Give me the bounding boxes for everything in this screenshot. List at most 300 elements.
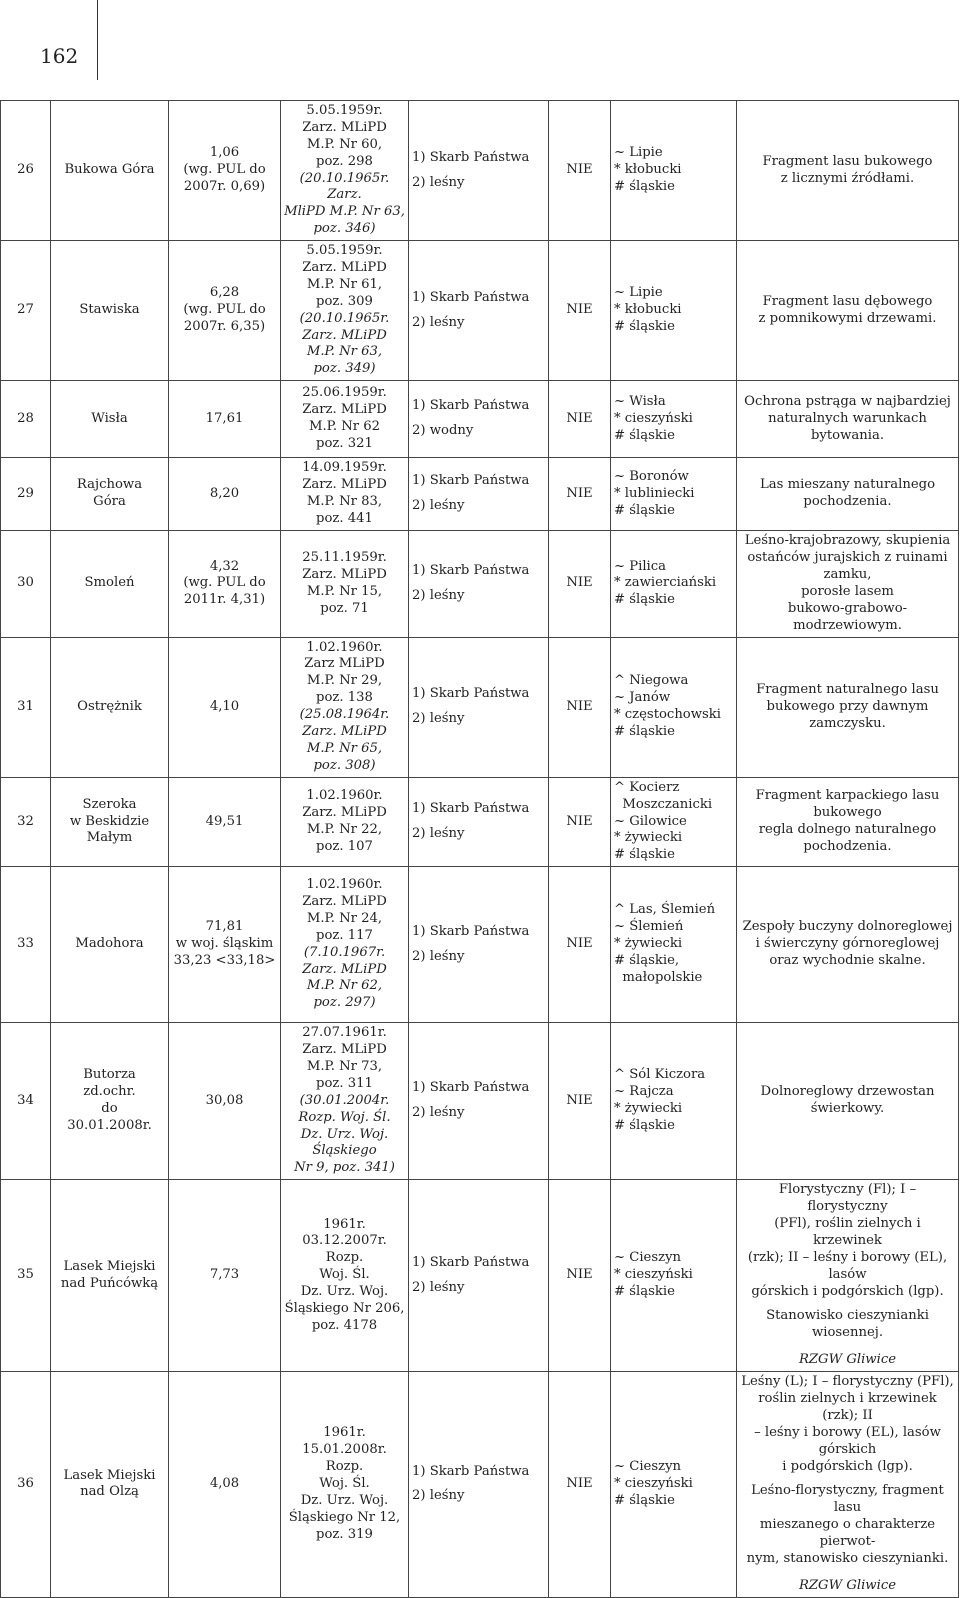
ownership-gap <box>412 703 545 711</box>
location-line: * zawierciański <box>614 575 717 591</box>
location-line: * cieszyński <box>614 1267 693 1283</box>
reserve-name-line: Szeroka <box>82 796 137 812</box>
description-line: Leśno-florystyczny, fragment lasu <box>751 1483 944 1516</box>
legal-act-line: 1961r. <box>323 1216 366 1232</box>
reserve-name <box>51 637 169 777</box>
legal-act <box>281 637 409 777</box>
area-line: 33,23 <33,18> <box>173 953 276 969</box>
legal-act-line: (25.08.1964r. <box>299 707 390 723</box>
ownership-gap <box>412 1480 545 1488</box>
location-line: ~ Rajcza <box>614 1084 674 1100</box>
area-line: 8,20 <box>209 485 240 501</box>
description-line: naturalnych warunkach bytowania. <box>768 410 927 443</box>
location-line: * kłobucki <box>614 162 682 178</box>
legal-act <box>281 458 409 531</box>
legal-act-line: M.P. Nr 60, <box>306 136 383 152</box>
legal-act-line: Śląskiego <box>312 1143 377 1159</box>
reserve-name-line: Stawiska <box>79 302 140 318</box>
location <box>611 458 737 531</box>
row-number: 29 <box>1 458 51 531</box>
location-line: ~ Pilica <box>614 558 667 574</box>
reserve-name-line: nad Puńcówką <box>60 1275 159 1291</box>
legal-act-line: (30.01.2004r. <box>299 1092 390 1108</box>
legal-act-line: poz. 441 <box>316 511 373 527</box>
area-line: 71,81 <box>205 919 244 935</box>
ownership-gap <box>412 941 545 949</box>
ownership <box>409 458 549 531</box>
ownership-gap <box>412 818 545 826</box>
location-line: ^ Las, Ślemień <box>614 902 716 918</box>
reserves-table <box>0 100 959 1598</box>
location-line: # śląskie <box>614 724 675 740</box>
reserve-name-line: Ostrężnik <box>77 698 142 714</box>
legal-act-line: M.P. Nr 73, <box>306 1058 383 1074</box>
rzgw-note: RZGW Gliwice <box>798 1577 897 1593</box>
description-line: Dolnoreglowy drzewostan <box>760 1084 935 1100</box>
description-line: Zespoły buczyny dolnoreglowej <box>742 919 953 935</box>
reserve-name <box>51 1023 169 1180</box>
location-line: ~ Lipie <box>614 145 663 161</box>
description-line: ostańców jurajskich z ruinami zamku, <box>747 550 948 583</box>
reserve-area <box>169 1180 281 1372</box>
legal-act-line: Rozp. Woj. Śl. <box>298 1109 391 1125</box>
description <box>737 101 959 241</box>
reserve-name-line: Lasek Miejski <box>63 1467 156 1483</box>
description-line: bukowo-grabowo-modrzewiowym. <box>787 600 908 633</box>
nie-flag: NIE <box>549 531 611 637</box>
legal-act-line: poz. 309 <box>316 293 373 309</box>
area-line: 30,08 <box>205 1092 244 1108</box>
ownership-line: 2) leśny <box>412 587 465 603</box>
reserve-name-line: Madohora <box>75 936 144 952</box>
legal-act-line: 14.09.1959r. <box>302 460 387 476</box>
area-line: (wg. PUL do <box>183 302 266 318</box>
legal-act-line: M.P. Nr 22, <box>306 821 383 837</box>
table-row <box>1 1372 959 1598</box>
reserve-area <box>169 867 281 1023</box>
row-number: 28 <box>1 381 51 458</box>
nie-flag: NIE <box>549 637 611 777</box>
table-row <box>1 1180 959 1372</box>
ownership-line: 2) leśny <box>412 1488 465 1504</box>
reserve-name-line: Góra <box>93 494 126 510</box>
legal-act-line: Zarz. MLiPD <box>302 894 387 909</box>
location <box>611 1180 737 1372</box>
nie-flag: NIE <box>549 241 611 381</box>
area-line: 6,28 <box>209 285 240 301</box>
location-line: ~ Lipie <box>614 285 663 301</box>
reserve-name-line: Rajchowa <box>76 477 143 493</box>
reserve-name-line: Lasek Miejski <box>63 1258 156 1274</box>
legal-act-line: Zarz. MLiPD <box>302 724 387 740</box>
location-line: # śląskie <box>614 427 675 443</box>
area-line: (wg. PUL do <box>183 162 266 178</box>
location-line: # śląskie <box>614 1118 675 1134</box>
ownership-gap <box>412 490 545 498</box>
ownership-line: 1) Skarb Państwa <box>412 1463 530 1479</box>
description <box>737 531 959 637</box>
description-line: Fragment karpackiego lasu bukowego <box>755 788 940 821</box>
description-line: z pomnikowymi drzewami. <box>758 310 937 326</box>
row-number: 31 <box>1 637 51 777</box>
description-line: mieszanego o charakterze pierwot- <box>759 1517 936 1550</box>
ownership-line: 1) Skarb Państwa <box>412 1254 530 1270</box>
description-line: Fragment naturalnego lasu <box>756 681 939 697</box>
legal-act-line: 1.02.1960r. <box>306 788 383 804</box>
description-line: świerkowy. <box>810 1101 885 1117</box>
row-number: 33 <box>1 867 51 1023</box>
description <box>737 637 959 777</box>
ownership-line: 2) leśny <box>412 314 465 330</box>
description-line: porosłe lasem <box>801 583 894 599</box>
legal-act-line: 27.07.1961r. <box>302 1025 387 1041</box>
location-line: ~ Boronów <box>614 468 689 484</box>
location-line: ~ Cieszyn <box>614 1250 682 1266</box>
description <box>737 381 959 458</box>
legal-act-line: poz. 349) <box>313 361 376 377</box>
reserve-name-line: zd.ochr. <box>83 1084 136 1100</box>
ownership-gap <box>412 307 545 315</box>
description-line: pochodzenia. <box>803 494 892 510</box>
area-line: 17,61 <box>205 410 244 426</box>
location <box>611 637 737 777</box>
legal-act-line: 1961r. <box>323 1425 366 1441</box>
legal-act-line: M.P. Nr 29, <box>306 673 383 689</box>
ownership <box>409 241 549 381</box>
reserve-area <box>169 1023 281 1180</box>
area-line: 49,51 <box>205 813 244 829</box>
description-line: Florystyczny (Fl); I – florystyczny <box>778 1182 917 1215</box>
area-line: 2007r. 0,69) <box>183 179 266 194</box>
ownership <box>409 381 549 458</box>
description-line: i świerczyny górnoreglowej <box>755 936 940 952</box>
legal-act-line: 5.05.1959r. <box>306 243 383 259</box>
description-line: Leśno-krajobrazowy, skupienia <box>744 533 951 549</box>
reserve-area <box>169 241 281 381</box>
nie-flag: NIE <box>549 1180 611 1372</box>
nie-flag: NIE <box>549 1372 611 1598</box>
legal-act-line: Zarz. MLiPD <box>302 477 387 493</box>
description-line: i podgórskich (lgp). <box>782 1458 913 1474</box>
legal-act <box>281 1372 409 1598</box>
legal-act-line: poz. 297) <box>313 995 376 1011</box>
location-line: ~ Ślemień <box>614 919 684 935</box>
legal-act-line: M.P. Nr 62, <box>306 978 383 994</box>
legal-act <box>281 1023 409 1180</box>
ownership-line: 2) leśny <box>412 174 465 190</box>
description-line: Fragment lasu dębowego <box>762 293 933 309</box>
area-line: (wg. PUL do <box>183 575 266 591</box>
ownership <box>409 101 549 241</box>
ownership-gap <box>412 415 545 423</box>
location-line: # śląskie <box>614 1284 675 1300</box>
legal-act-line: poz. 311 <box>316 1075 373 1091</box>
ownership-gap <box>412 580 545 588</box>
location-line: * kłobucki <box>614 302 682 318</box>
description <box>737 867 959 1023</box>
reserve-name-line: w Beskidzie <box>69 813 150 829</box>
location-line: # śląskie <box>614 1492 675 1508</box>
description-line: bukowego przy dawnym zamczysku. <box>766 698 929 731</box>
description-line: Fragment lasu bukowego <box>762 153 933 169</box>
legal-act-line: Woj. Śl. <box>319 1267 370 1283</box>
reserve-name-line: do <box>101 1101 118 1117</box>
legal-act-line: poz. 107 <box>316 838 373 854</box>
description-line: nym, stanowisko cieszynianki. <box>746 1551 949 1566</box>
legal-act-line: poz. 4178 <box>311 1317 378 1333</box>
area-line: 4,08 <box>209 1475 240 1491</box>
header-divider <box>97 0 98 80</box>
location-line: ^ Niegowa <box>614 673 689 689</box>
description-line: Las mieszany naturalnego <box>759 477 936 493</box>
reserve-area <box>169 1372 281 1598</box>
legal-act-line: M.P. Nr 63, <box>306 344 383 360</box>
page-number: 162 <box>40 44 79 68</box>
nie-flag: NIE <box>549 458 611 531</box>
ownership <box>409 1372 549 1598</box>
location <box>611 1023 737 1180</box>
legal-act-line: Zarz MLiPD <box>304 656 385 672</box>
location-line: ^ Sól Kiczora <box>614 1067 706 1083</box>
legal-act-line: Dz. Urz. Woj. <box>300 1126 389 1142</box>
table-row <box>1 241 959 381</box>
legal-act-line: poz. 346) <box>313 221 376 237</box>
reserve-name <box>51 241 169 381</box>
description-line: z licznymi źródłami. <box>780 170 915 186</box>
location-line: ~ Gilowice <box>614 813 687 829</box>
reserve-name-line: nad Olzą <box>80 1484 139 1500</box>
reserve-name-line: Smoleń <box>84 575 135 591</box>
legal-act-line: 1.02.1960r. <box>306 877 383 893</box>
legal-act-line: (20.10.1965r. Zarz. <box>299 170 390 203</box>
row-number: 34 <box>1 1023 51 1180</box>
legal-act-line: poz. 298 <box>316 153 373 169</box>
location-line: Moszczanicki <box>614 796 713 812</box>
location-line: ~ Wisła <box>614 393 666 409</box>
location-line: * żywiecki <box>614 830 683 846</box>
legal-act-line: poz. 308) <box>313 757 376 773</box>
location <box>611 241 737 381</box>
legal-act <box>281 381 409 458</box>
description-line: (rzk); II – leśny i borowy (EL), lasów <box>747 1249 948 1282</box>
legal-act-line: M.P. Nr 24, <box>306 910 383 926</box>
legal-act-line: (7.10.1967r. <box>303 944 386 960</box>
reserve-name <box>51 458 169 531</box>
ownership <box>409 1023 549 1180</box>
area-line: 2007r. 6,35) <box>183 319 266 335</box>
description-line: regla dolnego naturalnego <box>758 821 937 837</box>
reserve-area <box>169 381 281 458</box>
ownership-line: 1) Skarb Państwa <box>412 1080 530 1096</box>
legal-act-line: 5.05.1959r. <box>306 103 383 118</box>
location <box>611 531 737 637</box>
description <box>737 241 959 381</box>
nie-flag: NIE <box>549 101 611 241</box>
location-line: * żywiecki <box>614 1101 683 1117</box>
description-line: górskich i podgórskich (lgp). <box>751 1283 944 1299</box>
reserve-area <box>169 637 281 777</box>
nie-flag: NIE <box>549 381 611 458</box>
description-gap <box>740 1475 955 1483</box>
ownership <box>409 637 549 777</box>
legal-act-line: 25.11.1959r. <box>302 550 387 566</box>
ownership-line: 1) Skarb Państwa <box>412 473 530 489</box>
reserve-name <box>51 531 169 637</box>
location-line: # śląskie <box>614 319 675 335</box>
legal-act-line: Zarz. MLiPD <box>302 961 387 977</box>
legal-act-line: 25.06.1959r. <box>302 385 387 401</box>
legal-act-line: MliPD M.P. Nr 63, <box>284 204 405 220</box>
description-line: oraz wychodnie skalne. <box>769 953 926 969</box>
reserve-name <box>51 381 169 458</box>
legal-act-line: Zarz. MLiPD <box>302 805 387 821</box>
ownership-gap <box>412 1272 545 1280</box>
legal-act-line: M.P. Nr 62 <box>308 419 381 435</box>
location-line: * cieszyński <box>614 1475 693 1491</box>
description-line: Ochrona pstrąga w najbardziej <box>744 393 951 409</box>
description-gap <box>740 1300 955 1308</box>
legal-act-line: Zarz. MLiPD <box>302 567 387 583</box>
location-line: * cieszyński <box>614 410 693 426</box>
area-line: w woj. śląskim <box>175 936 274 952</box>
reserve-name <box>51 867 169 1023</box>
reserve-name-line: Butorza <box>83 1067 136 1083</box>
legal-act-line: M.P. Nr 65, <box>306 740 383 756</box>
row-number: 36 <box>1 1372 51 1598</box>
row-number: 26 <box>1 101 51 241</box>
description-line: pochodzenia. <box>803 838 892 854</box>
legal-act-line: poz. 138 <box>316 690 373 706</box>
ownership <box>409 867 549 1023</box>
legal-act-line: M.P. Nr 15, <box>306 583 383 599</box>
location <box>611 101 737 241</box>
location-line: # śląskie <box>614 847 675 863</box>
description <box>737 1023 959 1180</box>
area-line: 4,32 <box>209 558 240 574</box>
legal-act-line: Zarz. MLiPD <box>302 402 387 418</box>
location <box>611 381 737 458</box>
description-line: Leśny (L); I – florystyczny (PFl), <box>741 1374 954 1390</box>
location-line: # śląskie, <box>614 953 680 969</box>
area-line: 7,73 <box>209 1267 240 1283</box>
table-row <box>1 777 959 866</box>
row-number: 27 <box>1 241 51 381</box>
location-line: * częstochowski <box>614 707 722 723</box>
ownership <box>409 531 549 637</box>
nie-flag: NIE <box>549 777 611 866</box>
reserve-name <box>51 777 169 866</box>
reserve-area <box>169 777 281 866</box>
location-line: # śląskie <box>614 592 675 608</box>
legal-act <box>281 777 409 866</box>
ownership-line: 2) wodny <box>412 423 474 439</box>
legal-act-line: M.P. Nr 83, <box>306 494 383 510</box>
legal-act-line: poz. 321 <box>316 436 373 452</box>
legal-act-line: Śląskiego Nr 12, <box>288 1509 401 1525</box>
legal-act-line: Nr 9, poz. 341) <box>294 1160 395 1176</box>
reserve-area <box>169 458 281 531</box>
description-line: – leśny i borowy (EL), lasów górskich <box>754 1424 941 1457</box>
legal-act <box>281 1180 409 1372</box>
ownership-line: 2) leśny <box>412 711 465 727</box>
ownership-gap <box>412 167 545 175</box>
legal-act <box>281 241 409 381</box>
location <box>611 1372 737 1598</box>
ownership-line: 2) leśny <box>412 948 465 964</box>
description-line: roślin zielnych i krzewinek (rzk); II <box>758 1390 937 1423</box>
location-line: * lubliniecki <box>614 485 695 501</box>
nie-flag: NIE <box>549 1023 611 1180</box>
location-line: ^ Kocierz <box>614 779 680 795</box>
reserve-name <box>51 101 169 241</box>
legal-act-line: (20.10.1965r. <box>299 310 390 326</box>
legal-act-line: Dz. Urz. Woj. <box>300 1284 389 1300</box>
reserve-area <box>169 531 281 637</box>
area-line: 1,06 <box>209 145 240 161</box>
legal-act-line: Zarz. MLiPD <box>302 260 387 276</box>
area-line: 2011r. 4,31) <box>183 592 266 608</box>
table-row <box>1 531 959 637</box>
ownership-line: 1) Skarb Państwa <box>412 289 530 305</box>
legal-act <box>281 101 409 241</box>
area-line: 4,10 <box>209 698 240 714</box>
reserve-name-line: Wisła <box>91 410 128 426</box>
ownership <box>409 1180 549 1372</box>
ownership-line: 1) Skarb Państwa <box>412 563 530 579</box>
description-line: (PFl), roślin zielnych i krzewinek <box>774 1215 921 1248</box>
description <box>737 1180 959 1372</box>
row-number: 32 <box>1 777 51 866</box>
description-line: Stanowisko cieszynianki wiosennej. <box>766 1308 929 1341</box>
location <box>611 777 737 866</box>
reserve-name <box>51 1180 169 1372</box>
legal-act-line: Zarz. MLiPD <box>302 119 387 135</box>
reserve-name-line: Bukowa Góra <box>64 162 155 178</box>
legal-act-line: 03.12.2007r. Rozp. <box>302 1233 387 1266</box>
row-number: 30 <box>1 531 51 637</box>
table-row <box>1 458 959 531</box>
location-line: * żywiecki <box>614 936 683 952</box>
location-line: małopolskie <box>614 970 703 985</box>
ownership-line: 2) leśny <box>412 825 465 841</box>
table-row <box>1 1023 959 1180</box>
legal-act <box>281 867 409 1023</box>
legal-act-line: Dz. Urz. Woj. <box>300 1492 389 1508</box>
legal-act-line: poz. 117 <box>316 927 373 943</box>
ownership <box>409 777 549 866</box>
legal-act-line: M.P. Nr 61, <box>306 276 383 292</box>
legal-act-line: poz. 319 <box>316 1526 373 1542</box>
description <box>737 777 959 866</box>
description <box>737 1372 959 1598</box>
ownership-line: 1) Skarb Państwa <box>412 686 530 702</box>
ownership-line: 1) Skarb Państwa <box>412 149 530 165</box>
location-line: # śląskie <box>614 179 675 194</box>
ownership-line: 1) Skarb Państwa <box>412 801 530 817</box>
legal-act <box>281 531 409 637</box>
legal-act-line: poz. 71 <box>320 600 369 616</box>
row-number: 35 <box>1 1180 51 1372</box>
nie-flag: NIE <box>549 867 611 1023</box>
location-line: ~ Cieszyn <box>614 1459 682 1475</box>
location <box>611 867 737 1023</box>
rzgw-note: RZGW Gliwice <box>798 1352 897 1368</box>
location-line: # śląskie <box>614 502 675 518</box>
ownership-line: 2) leśny <box>412 1105 465 1121</box>
table-row <box>1 867 959 1023</box>
description <box>737 458 959 531</box>
ownership-gap <box>412 1097 545 1105</box>
